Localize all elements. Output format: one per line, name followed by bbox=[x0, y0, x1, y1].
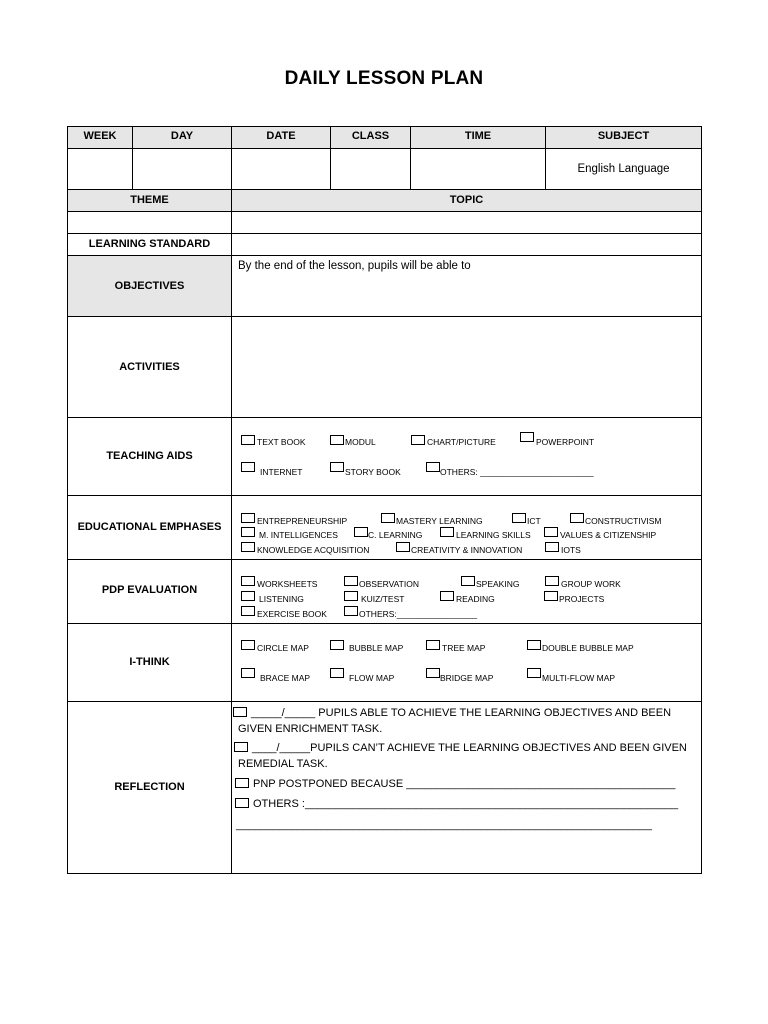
checkbox-internet[interactable] bbox=[241, 462, 255, 472]
header-subject: SUBJECT bbox=[597, 130, 650, 142]
option-story-book: STORY BOOK bbox=[345, 467, 401, 477]
reflection-others bbox=[235, 798, 678, 810]
checkbox-flow-map[interactable] bbox=[330, 668, 344, 678]
option-projects: PROJECTS bbox=[559, 594, 605, 604]
row-divider bbox=[67, 623, 702, 624]
header-week: WEEK bbox=[83, 130, 117, 142]
option-multi-flow-map: MULTI-FLOW MAP bbox=[542, 673, 616, 683]
option-constructivism: CONSTRUCTIVISM bbox=[585, 516, 662, 526]
header-class: CLASS bbox=[351, 130, 390, 142]
row-divider bbox=[67, 189, 702, 190]
option-others-aids: OTHERS: ________________________ bbox=[440, 467, 594, 477]
checkbox-c-learning[interactable] bbox=[354, 527, 368, 537]
checkbox-chart-picture[interactable] bbox=[411, 435, 425, 445]
checkbox-others-aids[interactable] bbox=[426, 462, 440, 472]
checkbox-speaking[interactable] bbox=[461, 576, 475, 586]
option-values-citizenship: VALUES & CITIZENSHIP bbox=[560, 530, 657, 540]
option-bridge-map: BRIDGE MAP bbox=[440, 673, 494, 683]
checkbox-constructivism[interactable] bbox=[570, 513, 584, 523]
checkbox-remedial[interactable] bbox=[234, 742, 248, 752]
row-divider bbox=[67, 495, 702, 496]
checkbox-worksheets[interactable] bbox=[241, 576, 255, 586]
checkbox-others-pdp[interactable] bbox=[344, 606, 358, 616]
checkbox-learning-skills[interactable] bbox=[440, 527, 454, 537]
checkbox-multi-flow-map[interactable] bbox=[527, 668, 541, 678]
option-m-intelligences: M. INTELLIGENCES bbox=[259, 530, 338, 540]
activities-label: ACTIVITIES bbox=[119, 361, 180, 373]
col-divider bbox=[231, 126, 232, 874]
reflection-line: ____/_____PUPILS CAN’T ACHIEVE THE LEARNING OBJECTIVES AND BEEN GIVEN bbox=[252, 742, 687, 754]
reflection-label: REFLECTION bbox=[114, 781, 185, 793]
checkbox-knowledge-acquisition[interactable] bbox=[241, 542, 255, 552]
option-ict: ICT bbox=[527, 516, 541, 526]
option-group-work: GROUP WORK bbox=[561, 579, 621, 589]
header-date: DATE bbox=[266, 130, 296, 142]
row-divider bbox=[67, 316, 702, 317]
option-listening: LISTENING bbox=[259, 594, 304, 604]
option-c-learning: C. LEARNING bbox=[368, 530, 423, 540]
checkbox-story-book[interactable] bbox=[330, 462, 344, 472]
checkbox-exercise-book[interactable] bbox=[241, 606, 255, 616]
option-circle-map: CIRCLE MAP bbox=[257, 643, 309, 653]
option-modul: MODUL bbox=[345, 437, 376, 447]
checkbox-bridge-map[interactable] bbox=[426, 668, 440, 678]
checkbox-creativity-innovation[interactable] bbox=[396, 542, 410, 552]
option-brace-map: BRACE MAP bbox=[260, 673, 311, 683]
checkbox-kuiz-test[interactable] bbox=[344, 591, 358, 601]
reflection-line: PNP POSTPONED BECAUSE ____________________________________________ bbox=[253, 778, 676, 790]
checkbox-m-intelligences[interactable] bbox=[241, 527, 255, 537]
option-powerpoint: POWERPOINT bbox=[536, 437, 595, 447]
topic-label: TOPIC bbox=[449, 194, 484, 206]
option-iots: IOTS bbox=[561, 545, 581, 555]
option-creativity-innovation: CREATIVITY & INNOVATION bbox=[411, 545, 523, 555]
checkbox-listening[interactable] bbox=[241, 591, 255, 601]
option-text-book: TEXT BOOK bbox=[257, 437, 306, 447]
checkbox-powerpoint[interactable] bbox=[520, 432, 534, 442]
pdp-evaluation-label: PDP EVALUATION bbox=[101, 584, 198, 596]
option-chart-picture: CHART/PICTURE bbox=[427, 437, 496, 447]
option-knowledge-acquisition: KNOWLEDGE ACQUISITION bbox=[257, 545, 370, 555]
option-observation: OBSERVATION bbox=[359, 579, 419, 589]
option-exercise-book: EXERCISE BOOK bbox=[257, 609, 327, 619]
option-kuiz-test: KUIZ/TEST bbox=[361, 594, 405, 604]
row-divider bbox=[67, 211, 702, 212]
checkbox-tree-map[interactable] bbox=[426, 640, 440, 650]
checkbox-double-bubble-map[interactable] bbox=[527, 640, 541, 650]
option-mastery-learning: MASTERY LEARNING bbox=[396, 516, 483, 526]
header-day: DAY bbox=[170, 130, 194, 142]
checkbox-brace-map[interactable] bbox=[241, 668, 255, 678]
reflection-remedial bbox=[234, 742, 687, 754]
objectives-text: By the end of the lesson, pupils will be able to bbox=[238, 260, 471, 272]
row-divider bbox=[67, 417, 702, 418]
reflection-postponed bbox=[235, 778, 675, 790]
checkbox-mastery-learning[interactable] bbox=[381, 513, 395, 523]
option-entrepreneurship: ENTREPRENEURSHIP bbox=[257, 516, 348, 526]
header-time: TIME bbox=[464, 130, 492, 142]
reflection-line: OTHERS :_____________________________________________________________ bbox=[253, 798, 679, 810]
objectives-label: OBJECTIVES bbox=[114, 280, 185, 292]
row-divider bbox=[67, 148, 702, 149]
checkbox-modul[interactable] bbox=[330, 435, 344, 445]
checkbox-iots[interactable] bbox=[545, 542, 559, 552]
checkbox-group-work[interactable] bbox=[545, 576, 559, 586]
row-divider bbox=[67, 255, 702, 256]
learning-standard-label: LEARNING STANDARD bbox=[88, 238, 211, 250]
option-speaking: SPEAKING bbox=[476, 579, 520, 589]
checkbox-bubble-map[interactable] bbox=[330, 640, 344, 650]
educational-emphases-label: EDUCATIONAL EMPHASES bbox=[77, 521, 222, 533]
page-title: DAILY LESSON PLAN bbox=[284, 68, 484, 89]
option-worksheets: WORKSHEETS bbox=[257, 579, 318, 589]
reflection-enrichment bbox=[233, 707, 671, 719]
checkbox-values-citizenship[interactable] bbox=[544, 527, 558, 537]
checkbox-projects[interactable] bbox=[544, 591, 558, 601]
checkbox-others-reflection[interactable] bbox=[235, 798, 249, 808]
checkbox-ict[interactable] bbox=[512, 513, 526, 523]
option-double-bubble-map: DOUBLE BUBBLE MAP bbox=[542, 643, 634, 653]
reflection-line: ____________________________________________________________________ bbox=[236, 819, 653, 831]
checkbox-observation[interactable] bbox=[344, 576, 358, 586]
option-others-pdp: OTHERS:_________________ bbox=[359, 609, 478, 619]
checkbox-enrichment[interactable] bbox=[233, 707, 247, 717]
ithink-label: I-THINK bbox=[129, 656, 170, 668]
row-divider bbox=[67, 701, 702, 702]
theme-label: THEME bbox=[130, 194, 169, 206]
option-tree-map: TREE MAP bbox=[442, 643, 486, 653]
checkbox-circle-map[interactable] bbox=[241, 640, 255, 650]
checkbox-reading[interactable] bbox=[440, 591, 454, 601]
row-divider bbox=[67, 233, 702, 234]
option-bubble-map: BUBBLE MAP bbox=[349, 643, 404, 653]
subject-value: English Language bbox=[577, 163, 670, 175]
option-flow-map: FLOW MAP bbox=[349, 673, 395, 683]
option-learning-skills: LEARNING SKILLS bbox=[456, 530, 531, 540]
teaching-aids-label: TEACHING AIDS bbox=[106, 450, 193, 462]
checkbox-text-book[interactable] bbox=[241, 435, 255, 445]
reflection-line: _____/_____ PUPILS ABLE TO ACHIEVE THE LEARNING OBJECTIVES AND BEEN bbox=[251, 707, 672, 719]
option-internet: INTERNET bbox=[260, 467, 303, 477]
row-divider bbox=[67, 559, 702, 560]
reflection-line: REMEDIAL TASK. bbox=[238, 758, 328, 770]
reflection-line: GIVEN ENRICHMENT TASK. bbox=[238, 723, 383, 735]
checkbox-entrepreneurship[interactable] bbox=[241, 513, 255, 523]
checkbox-postponed[interactable] bbox=[235, 778, 249, 788]
option-reading: READING bbox=[456, 594, 495, 604]
